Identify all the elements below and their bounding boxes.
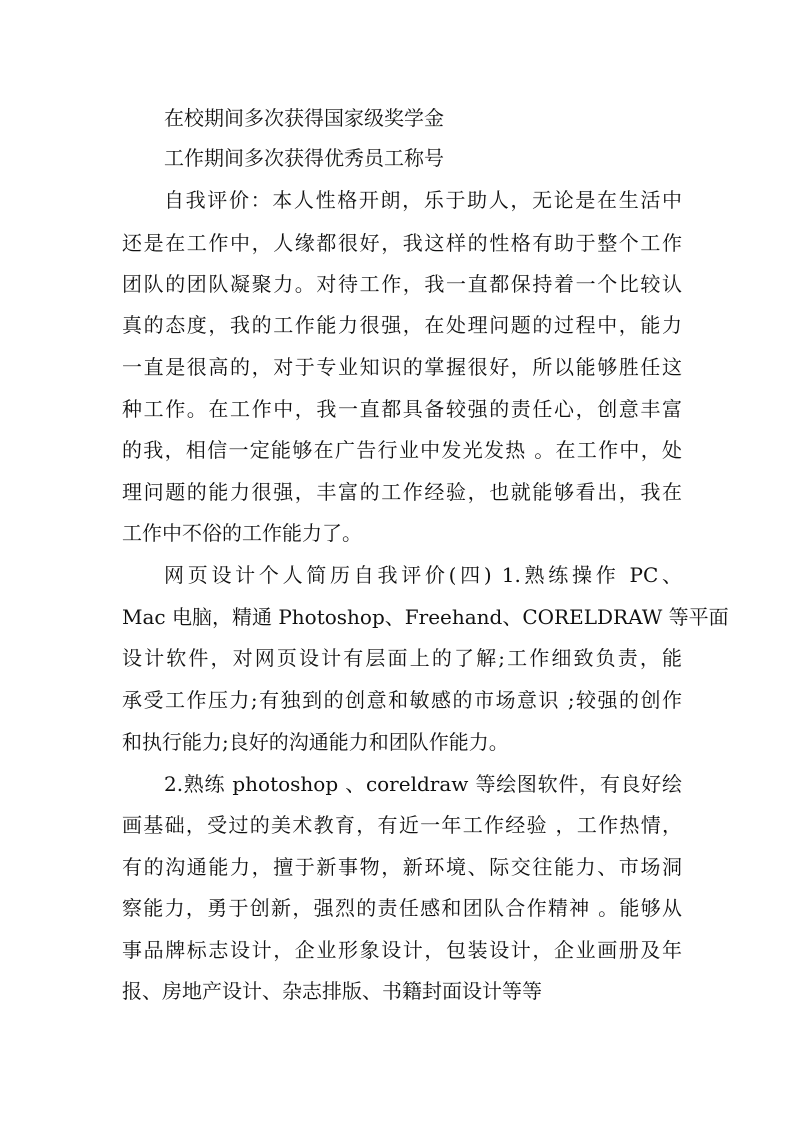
text-line: 理问题的能力很强，丰富的工作经验，也就能够看出，我在 xyxy=(122,480,682,504)
section-heading-line: 网页设计个人简历自我评价(四) 1.熟练操作 PC、 xyxy=(164,563,682,587)
text-line-award-employee: 工作期间多次获得优秀员工称号 xyxy=(164,146,444,170)
text-line: 画基础，受过的美术教育，有近一年工作经验 ，工作热情， xyxy=(122,813,682,837)
text-line: 和执行能力;良好的沟通能力和团队作能力。 xyxy=(122,730,509,754)
text-line: 察能力，勇于创新，强烈的责任感和团队合作精神 。能够从 xyxy=(122,896,682,920)
text-line: 有的沟通能力，擅于新事物，新环境、际交往能力、市场洞 xyxy=(122,855,682,879)
text-line: 团队的团队凝聚力。对待工作，我一直都保持着一个比较认 xyxy=(122,272,682,296)
text-line: 真的态度，我的工作能力很强，在处理问题的过程中，能力 xyxy=(122,313,682,337)
text-line-award-scholarship: 在校期间多次获得国家级奖学金 xyxy=(164,106,444,130)
text-line: 的我，相信一定能够在广告行业中发光发热 。在工作中，处 xyxy=(122,438,682,462)
text-line: 还是在工作中，人缘都很好，我这样的性格有助于整个工作 xyxy=(122,231,682,255)
text-line: 2.熟练 photoshop 、coreldraw 等绘图软件，有良好绘 xyxy=(164,772,682,796)
text-line: 自我评价：本人性格开朗，乐于助人，无论是在生活中 xyxy=(164,188,682,212)
text-line: 事品牌标志设计，企业形象设计，包装设计，企业画册及年 xyxy=(122,938,682,962)
text-line: 承受工作压力;有独到的创意和敏感的市场意识 ;较强的创作 xyxy=(122,688,682,712)
text-line: 设计软件，对网页设计有层面上的了解;工作细致负责，能 xyxy=(122,646,682,670)
text-line: 报、房地产设计、杂志排版、书籍封面设计等等 xyxy=(122,979,542,1003)
text-line: Mac 电脑，精通 Photoshop、Freehand、CORELDRAW 等平面 xyxy=(122,605,729,629)
text-line: 一直是很高的，对于专业知识的掌握很好，所以能够胜任这 xyxy=(122,355,682,379)
text-line: 种工作。在工作中，我一直都具备较强的责任心，创意丰富 xyxy=(122,397,682,421)
text-line: 工作中不俗的工作能力了。 xyxy=(122,521,362,545)
